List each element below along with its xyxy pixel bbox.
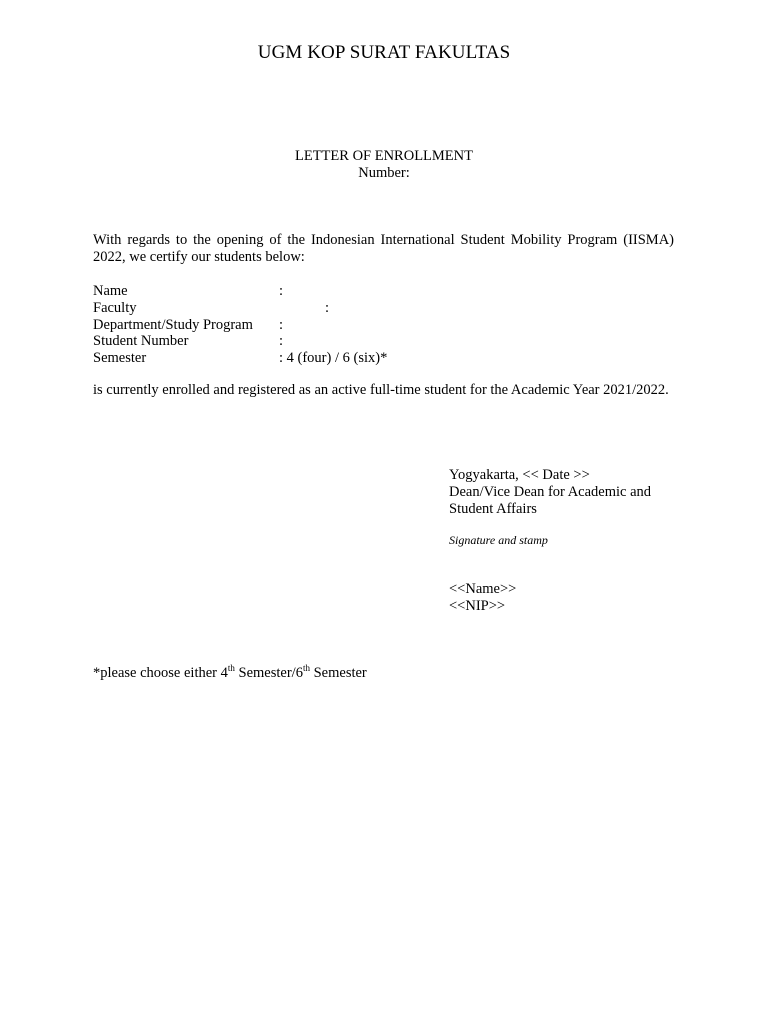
signature-name: <<Name>> [449,581,517,597]
footnote-prefix: *please choose either 4 [93,665,228,681]
field-label: Semester [93,350,147,366]
field-label: Student Number [93,333,189,349]
field-value: : [325,300,330,316]
field-label: Name [93,283,128,299]
signature-place-date: Yogyakarta, << Date >> [449,467,590,483]
field-value: : [279,283,284,299]
signature-position-line2: Student Affairs [449,501,537,517]
letter-title: LETTER OF ENROLLMENT [294,148,473,164]
letter-number: Number: [358,165,410,181]
footnote-superscript-th: th [302,663,310,673]
footnote-middle: Semester/6 [234,665,303,681]
letterhead-title: UGM KOP SURAT FAKULTAS [257,42,511,63]
status-paragraph: is currently enrolled and registered as an active full-time student for the Academic Year 2021/2022. [93,382,669,398]
field-value: : [279,317,284,333]
field-value: : 4 (four) / 6 (six)* [279,350,388,366]
signature-position-line1: Dean/Vice Dean for Academic and [449,484,652,500]
signature-nip: <<NIP>> [449,598,506,614]
footnote-suffix: Semester [309,665,367,681]
field-label: Faculty [93,300,137,316]
intro-paragraph: With regards to the opening of the Indonesian International Student Mobility Program (IISMA) 2022, we certify our students below: [93,232,674,265]
semester-footnote [93,665,367,682]
signature-stamp-note: Signature and stamp [449,533,548,547]
field-label: Department/Study Program [93,317,253,333]
field-value: : [279,333,284,349]
footnote-superscript-th: th [227,663,235,673]
